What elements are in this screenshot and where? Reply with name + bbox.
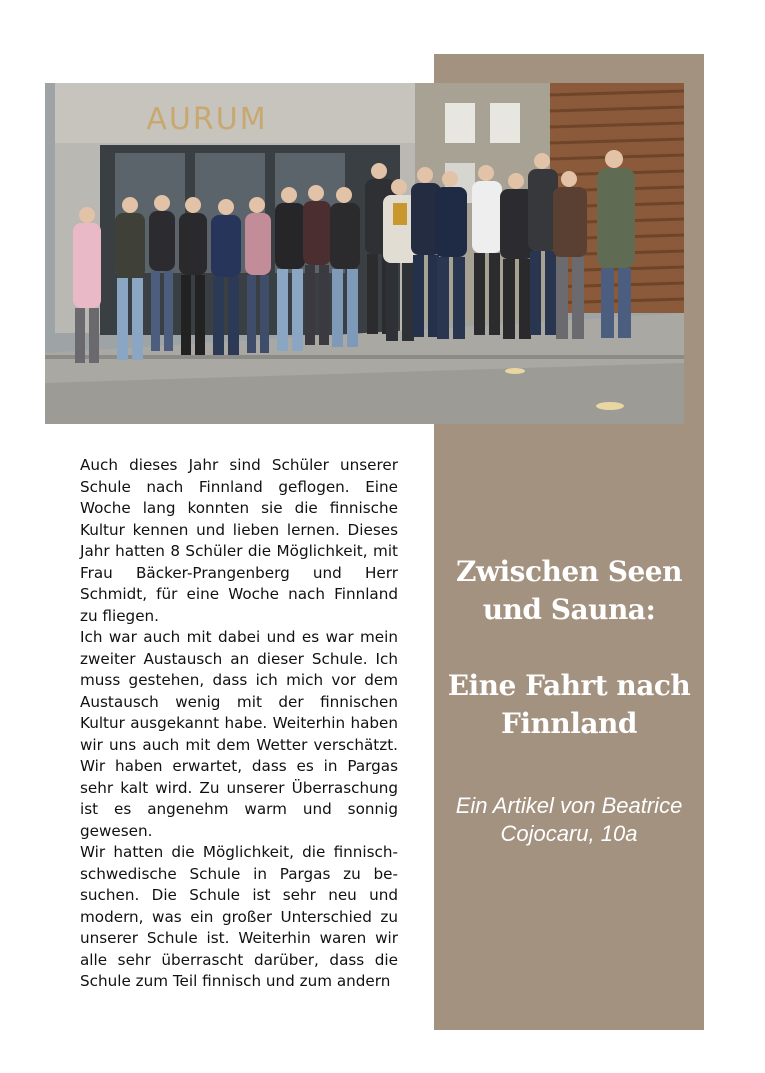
headline-line: und Sauna:: [482, 593, 656, 626]
group-photo-illustration: [45, 83, 684, 424]
article-paragraph: Ich war auch mit dabei und es war mein zweiter Austausch an dieser Schule. Ich muss gestehen, dass ich mich vor dem Austausch wenig mit der finnischen Kultur ausgekannt habe. Weiterhin haben wir uns auch mit dem Wetter verschätzt. Wir haben erwartet, dass es in Pargas sehr kalt wird. Zu unserer Überraschung ist es angenehm warm und sonnig gewesen.: [80, 628, 398, 840]
headline-line: Eine Fahrt nach: [447, 669, 691, 702]
headline-line: Finnland: [501, 707, 637, 740]
headline-spacer: [434, 629, 704, 667]
article-body: [80, 455, 398, 993]
aurum-sign: AURUM: [146, 102, 268, 137]
headline-line: Zwischen Seen: [456, 555, 682, 588]
group-photo: [45, 83, 684, 424]
byline-line: Ein Artikel von Beatrice: [455, 793, 683, 818]
article-paragraph: Auch dieses Jahr sind Schüler unserer Schule nach Finnland geflogen. Eine Woche lang konnten sie die finnische Kultur kennen und lieben lernen. Dieses Jahr hatten 8 Schüler die Möglichkeit, mit Frau Bäcker-Prangenberg und Herr Schmidt, für eine Woche nach Finnland zu fliegen.: [80, 456, 398, 625]
byline-line: Cojocaru, 10a: [500, 821, 638, 846]
article-paragraph: Wir hatten die Möglichkeit, die finnisch-schwedische Schule in Pargas zu besuchen. Die Schule ist sehr neu und modern, was ein großer Unterschied zu unserer Schule ist. Weiterhin waren wir alle sehr überrascht darüber, dass die Schule zum Teil finnisch und zum andern: [80, 843, 398, 990]
article-byline: [434, 792, 704, 848]
article-headline: [434, 553, 704, 743]
